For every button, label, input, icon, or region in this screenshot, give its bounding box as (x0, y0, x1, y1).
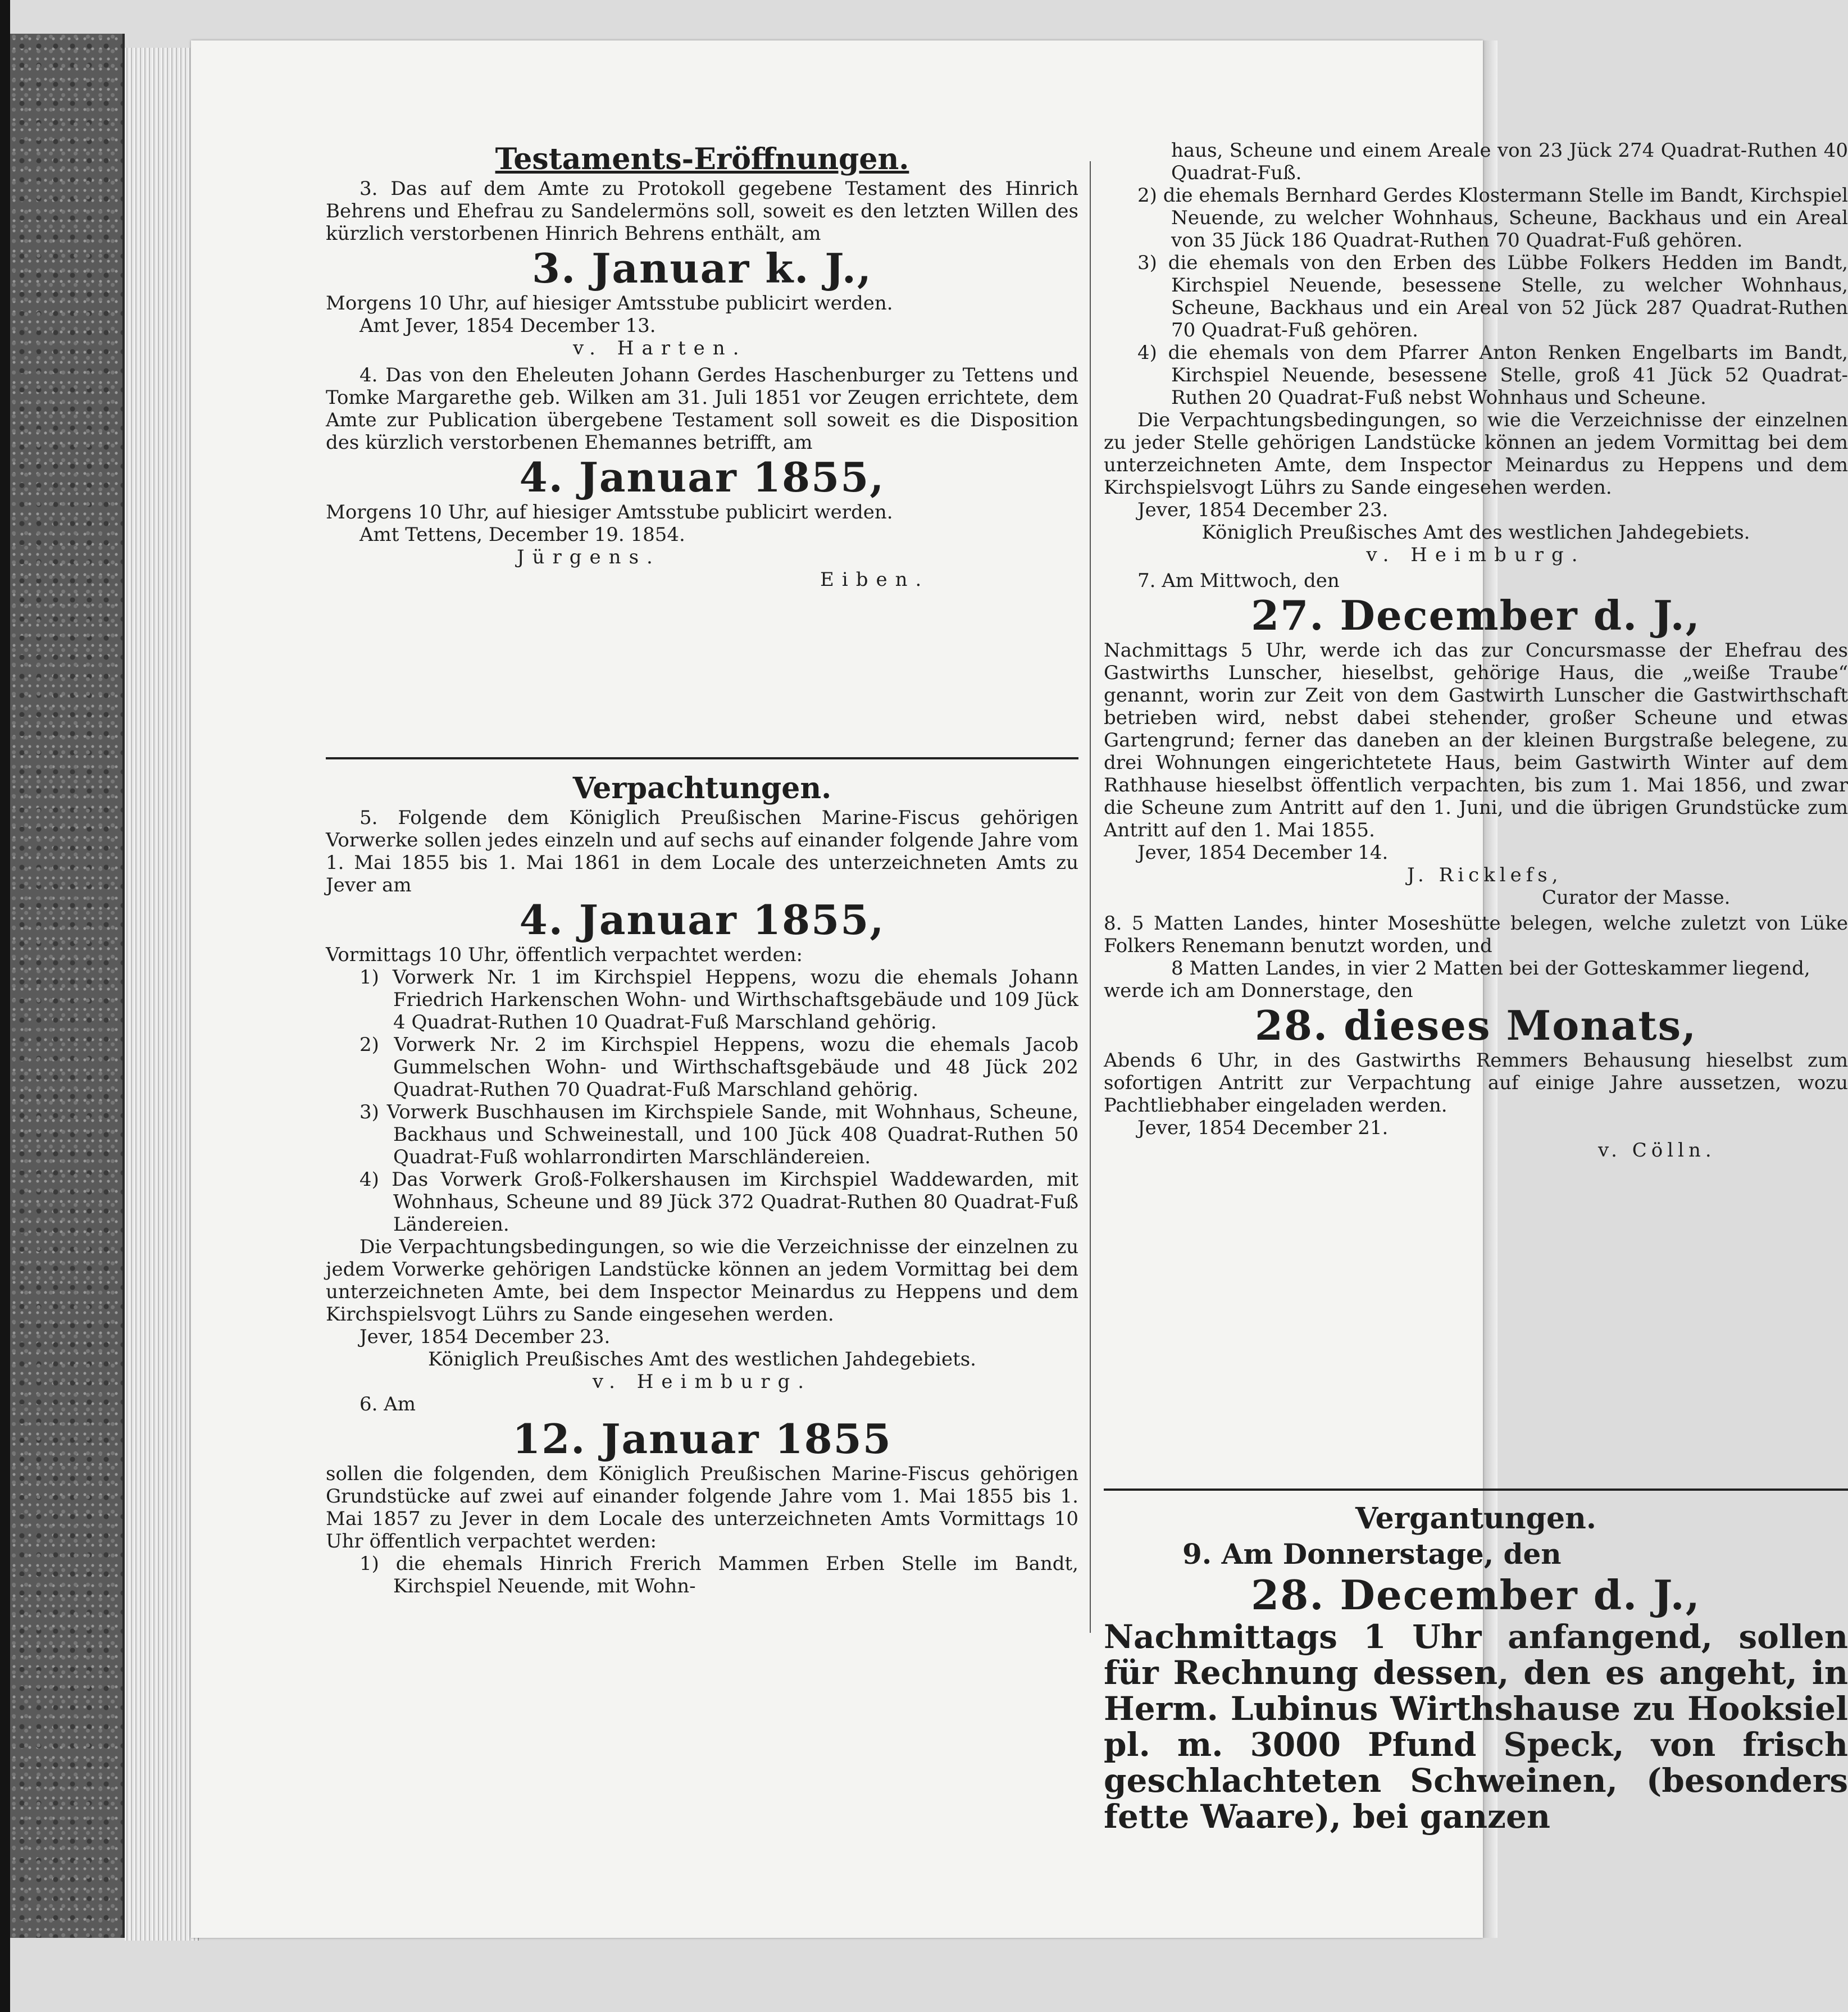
notice-4-time: Morgens 10 Uhr, auf hiesiger Amtsstube publicirt werden. (326, 501, 893, 524)
section-divider (1104, 1488, 1848, 1491)
notice-8-date: 28. dieses Monats, (1254, 1002, 1697, 1049)
notice-6-list (326, 1553, 1078, 1597)
notice-6-date: 12. Januar 1855 (512, 1415, 892, 1463)
section-heading: Testaments-Eröffnungen. (495, 142, 909, 176)
notice-4-signature-1: Jürgens. (517, 546, 661, 568)
notice-8-signature: v. Cölln. (1598, 1139, 1716, 1162)
notice-4-place: Amt Tettens, December 19. 1854. (359, 524, 685, 546)
scan-border (0, 0, 10, 2012)
notice-6-list-cont (1104, 184, 1848, 409)
notice-4-text: 4. Das von den Eheleuten Johann Gerdes Haschenburger zu Tettens und Tomke Margarethe geb. Wilken am 31. Juli 1851 vor Zeugen errichtete, dem Amte zur Publication übergebene Testament soll soweit es die Disposition des kürzlich verstorbenen Ehemannes betrifft, am (326, 364, 1078, 454)
notice-5-conditions: Die Verpachtungsbedingungen, so wie die Verzeichnisse der einzelnen zu jedem Vorwerke gehörigen Landstücke können an jedem Vormittag bei dem unterzeichneten Amte, bei dem Inspector Meinardus zu Heppens und dem Kirchspielsvogt Lührs zu Sande eingesehen werden. (326, 1236, 1078, 1326)
notice-9-text: Nachmittags 1 Uhr anfangend, sollen für Rechnung dessen, den es angeht, in Herm. Lubinus Wirthshause zu Hooksiel pl. m. 3000 Pfund Speck, von frisch geschlachteten Schweinen, (besonders fette Waare), bei ganzen (1104, 1618, 1848, 1836)
notice-6-conditions: Die Verpachtungsbedingungen, so wie die Verzeichnisse der einzelnen zu jeder Stelle gehörigen Landstücke können an jedem Vormittag bei dem unterzeichneten Amte, dem Inspector Meinardus zu Heppens und dem Kirchspielsvogt Lührs zu Sande eingesehen werden. (1104, 409, 1848, 499)
notice-6-intro: 6. Am (359, 1393, 416, 1415)
notice-8-text-a: 8. 5 Matten Landes, hinter Moseshütte belegen, welche zuletzt von Lüke Folkers Renemann benutzt worden, und (1104, 912, 1848, 957)
section-testamente (326, 142, 1078, 591)
notice-5-text: 5. Folgende dem Königlich Preußischen Marine-Fiscus gehörigen Vorwerke sollen jedes einzeln und auf sechs auf einander folgende Jahre vom 1. Mai 1855 bis 1. Mai 1861 in dem Locale des unterzeichneten Amts zu Jever am (326, 807, 1078, 896)
notice-3-text: 3. Das auf dem Amte zu Protokoll gegebene Testament des Hinrich Behrens und Ehefrau zu Sandelermöns soll, soweit es den letzten Willen des kürzlich verstorbenen Hinrich Behrens enthält, am (326, 177, 1078, 245)
notice-8-text-c: werde ich am Donnerstage, den (1104, 980, 1413, 1002)
section-heading: Verpachtungen. (572, 771, 832, 805)
notice-5-list (326, 966, 1078, 1236)
notice-9-intro: 9. Am Donnerstage, den (1182, 1537, 1562, 1571)
notice-5-signature: v. Heimburg. (592, 1371, 812, 1393)
page-edges (125, 48, 199, 1941)
notice-6-continuation (1104, 139, 1848, 1162)
notice-5-place: Jever, 1854 December 23. (359, 1326, 611, 1348)
list-item: 3) Vorwerk Buschhausen im Kirchspiele Sande, mit Wohnhaus, Scheune, Backhaus und Schweinestall, und 100 Jück 408 Quadrat-Ruthen 50 Quadrat-Fuß wohlarrondirten Marschländereien. (359, 1101, 1078, 1168)
notice-3-place: Amt Jever, 1854 December 13. (359, 315, 656, 337)
right-column (1104, 40, 1848, 1938)
notice-4-date: 4. Januar 1855, (519, 453, 885, 501)
notice-7-text: Nachmittags 5 Uhr, werde ich das zur Concursmasse der Ehefrau des Gastwirths Lunscher, hieselbst, gehörige Haus, die „weiße Traube“ genannt, worin zur Zeit von dem Gastwirth Lunscher die Gastwirthschaft betrieben wird, nebst dabei stehender, großer Scheune und etwas Gartengrund; ferner das daneben an der kleinen Burgstraße belegene, zu drei Wohnungen eingerichtetete Haus, beim Gastwirth Winter auf dem Rathhause hieselbst öffentlich verpachten, bis zum 1. Mai 1856, und zwar die Scheune zum Antritt auf den 1. Juni, und die übrigen Grundstücke zum Antritt auf den 1. Mai 1855. (1104, 639, 1848, 841)
section-divider (326, 757, 1078, 759)
notice-8-text-b: 8 Matten Landes, in vier 2 Matten bei der Gotteskammer liegend, (1171, 957, 1810, 980)
notice-6-text: sollen die folgenden, dem Königlich Preußischen Marine-Fiscus gehörigen Grundstücke auf zwei auf einander folgende Jahre vom 1. Mai 1855 bis 1. Mai 1857 zu Jever in dem Locale des unterzeichneten Amts Vormittags 10 Uhr öffentlich verpachtet werden: (326, 1463, 1078, 1553)
list-item: 2) Vorwerk Nr. 2 im Kirchspiel Heppens, wozu die ehemals Jacob Gummelschen Wohn- und Wirthschaftsgebäude und 48 Jück 202 Quadrat-Ruthen 70 Quadrat-Fuß Marschland gehörig. (359, 1034, 1078, 1101)
notice-7-place: Jever, 1854 December 14. (1137, 841, 1389, 864)
notice-4-signature-2: Eiben. (820, 568, 930, 591)
notice-9-date: 28. December d. J., (1251, 1571, 1701, 1619)
notice-8-text: Abends 6 Uhr, in des Gastwirths Remmers Behausung hieselbst zum sofortigen Antritt zur Verpachtung auf einige Jahre aussetzen, wozu Pachtliebhaber eingeladen werden. (1104, 1049, 1848, 1117)
section-heading: Vergantungen. (1355, 1501, 1596, 1536)
left-column (326, 40, 1078, 1938)
notice-7-role: Curator der Masse. (1542, 886, 1731, 909)
notice-6-place: Jever, 1854 December 23. (1137, 499, 1389, 521)
notice-6-item1-cont: haus, Scheune und einem Areale von 23 Jück 274 Quadrat-Ruthen 40 Quadrat-Fuß. (1171, 139, 1848, 184)
notice-7-signature: J. Ricklefs, (1407, 864, 1563, 886)
notice-6-signature: v. Heimburg. (1366, 544, 1586, 566)
newspaper-page (191, 40, 1848, 1938)
marbled-book-cover (10, 34, 125, 1938)
notice-6-office: Königlich Preußisches Amt des westlichen Jahdegebiets. (1201, 521, 1750, 544)
notice-7-date: 27. December d. J., (1251, 591, 1701, 639)
notice-5-date: 4. Januar 1855, (519, 896, 885, 944)
notice-5-office: Königlich Preußisches Amt des westlichen Jahdegebiets. (428, 1348, 976, 1371)
list-item: 3) die ehemals von den Erben des Lübbe Folkers Hedden im Bandt, Kirchspiel Neuende, besessene Stelle, zu welcher Wohnhaus, Scheune, Backhaus und ein Areal von 52 Jück 287 Quadrat-Ruthen 70 Quadrat-Fuß gehören. (1137, 252, 1848, 342)
list-item: 4) Das Vorwerk Groß-Folkershausen im Kirchspiel Waddewarden, mit Wohnhaus, Scheune und 89 Jück 372 Quadrat-Ruthen 80 Quadrat-Fuß Ländereien. (359, 1168, 1078, 1236)
column-rule (1090, 161, 1091, 1633)
notice-3-time: Morgens 10 Uhr, auf hiesiger Amtsstube publicirt werden. (326, 292, 893, 315)
notice-3-date: 3. Januar k. J., (532, 244, 872, 292)
list-item: 4) die ehemals von dem Pfarrer Anton Renken Engelbarts im Bandt, Kirchspiel Neuende, besessene Stelle, groß 41 Jück 52 Quadrat-Ruthen 20 Quadrat-Fuß nebst Wohnhaus und Scheune. (1137, 342, 1848, 409)
notice-5-intro: Vormittags 10 Uhr, öffentlich verpachtet werden: (326, 944, 803, 966)
notice-3-signature: v. Harten. (573, 337, 747, 359)
list-item: 1) Vorwerk Nr. 1 im Kirchspiel Heppens, wozu die ehemals Johann Friedrich Harkenschen Wohn- und Wirthschaftsgebäude und 109 Jück 4 Quadrat-Ruthen 10 Quadrat-Fuß Marschland gehörig. (359, 966, 1078, 1034)
notice-8-place: Jever, 1854 December 21. (1137, 1117, 1389, 1139)
list-item: 1) die ehemals Hinrich Frerich Mammen Erben Stelle im Bandt, Kirchspiel Neuende, mit Wohn- (359, 1553, 1078, 1597)
list-item: 2) die ehemals Bernhard Gerdes Klostermann Stelle im Bandt, Kirchspiel Neuende, zu welcher Wohnhaus, Scheune, Backhaus und ein Areal von 35 Jück 186 Quadrat-Ruthen 70 Quadrat-Fuß gehören. (1137, 184, 1848, 252)
section-vergantungen (1104, 1501, 1848, 1835)
section-verpachtungen (326, 771, 1078, 1597)
notice-7-intro: 7. Am Mittwoch, den (1137, 570, 1340, 592)
